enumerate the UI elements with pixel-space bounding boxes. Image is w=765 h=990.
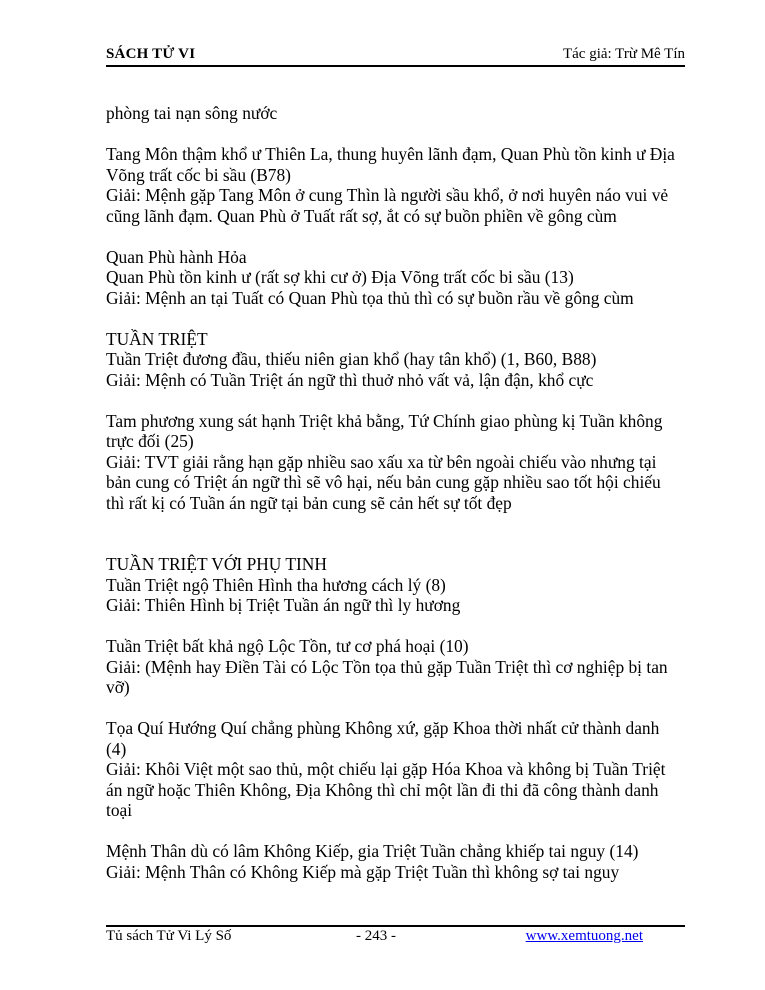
paragraph-7 bbox=[106, 636, 686, 698]
text-line: Võng trất cốc bi sầu (B78) bbox=[106, 164, 291, 185]
text-line: Quan Phù tồn kinh ư (rất sợ khi cư ở) Địa Võng trất cốc bi sầu (13) bbox=[106, 267, 574, 287]
page-body bbox=[106, 103, 686, 903]
text-line: Tam phương xung sát hạnh Triệt khả bằng, Tứ Chính giao phùng kị Tuần không bbox=[106, 410, 663, 431]
text-line: (4) bbox=[106, 738, 127, 759]
paragraph-5 bbox=[106, 411, 686, 514]
text-line: Giải: (Mệnh hay Điền Tài có Lộc Tồn tọa thủ gặp Tuần Triệt thì cơ nghiệp bị tan bbox=[106, 656, 668, 677]
text-line: phòng tai nạn sông nước bbox=[106, 103, 278, 123]
page-number: - 243 - bbox=[356, 928, 396, 944]
text-line: Giải: TVT giải rằng hạn gặp nhiều sao xấu xa từ bên ngoài chiếu vào nhưng tại bbox=[106, 451, 657, 472]
series-name: Tủ sách Tử Vi Lý Số bbox=[106, 928, 232, 944]
text-line: bản cung có Triệt án ngữ thì sẽ vô hại, nếu bản cung gặp nhiều sao tốt hội chiếu bbox=[106, 472, 661, 492]
footer-divider bbox=[106, 925, 685, 927]
text-line: Tuần Triệt ngộ Thiên Hình tha hương cách lý (8) bbox=[106, 574, 446, 595]
text-line: Giải: Mệnh có Tuần Triệt án ngữ thì thuở nhỏ vất vả, lận đận, khổ cực bbox=[106, 369, 594, 390]
text-line: Tuần Triệt đương đầu, thiếu niên gian khổ (hay tân khổ) (1, B60, B88) bbox=[106, 349, 597, 369]
text-line: Giải: Thiên Hình bị Triệt Tuần án ngữ thì ly hương bbox=[106, 595, 461, 615]
author-name: Tác giả: Trừ Mê Tín bbox=[562, 46, 685, 62]
paragraph-6 bbox=[106, 554, 686, 616]
text-line: toại bbox=[106, 800, 133, 820]
paragraph-2 bbox=[106, 144, 686, 226]
text-line: Tuần Triệt bất khả ngộ Lộc Tồn, tư cơ phá hoại (10) bbox=[106, 636, 469, 656]
header-divider bbox=[106, 65, 685, 67]
paragraph-3 bbox=[106, 247, 686, 309]
text-line: Tọa Quí Hướng Quí chẳng phùng Không xứ, gặp Khoa thời nhất cử thành danh bbox=[106, 718, 660, 738]
page-footer bbox=[106, 928, 685, 948]
book-title: SÁCH TỬ VI bbox=[106, 46, 196, 62]
section-heading: TUẦN TRIỆT bbox=[106, 328, 208, 349]
text-line: trực đối (25) bbox=[106, 431, 194, 451]
website-link[interactable]: www.xemtuong.net bbox=[525, 928, 643, 944]
text-line: vỡ) bbox=[106, 677, 130, 697]
paragraph-4 bbox=[106, 329, 686, 391]
paragraph-8 bbox=[106, 718, 686, 821]
paragraph-9 bbox=[106, 841, 686, 882]
text-line: Tang Môn thậm khổ ư Thiên La, thung huyên lãnh đạm, Quan Phù tồn kinh ư Địa bbox=[106, 144, 675, 164]
text-line: thì rất kị có Tuần án ngữ tại bản cung sẽ cản hết sự tốt đẹp bbox=[106, 492, 512, 513]
text-line: cũng lãnh đạm. Quan Phù ở Tuất rất sợ, ắt có sự buồn phiền về gông cùm bbox=[106, 205, 617, 226]
text-line: Giải: Khôi Việt một sao thủ, một chiếu lại gặp Hóa Khoa và không bị Tuần Triệt bbox=[106, 759, 666, 779]
page-header bbox=[106, 46, 685, 63]
text-line: án ngữ hoặc Thiên Không, Địa Không thì chỉ một lần đi thi đã công thành danh bbox=[106, 779, 659, 800]
text-line: Mệnh Thân dù có lâm Không Kiếp, gia Triệt Tuần chẳng khiếp tai nguy (14) bbox=[106, 841, 639, 861]
text-line: Giải: Mệnh gặp Tang Môn ở cung Thìn là người sầu khổ, ở nơi huyên náo vui vẻ bbox=[106, 185, 669, 205]
text-line: Quan Phù hành Hỏa bbox=[106, 246, 247, 267]
text-line: Giải: Mệnh an tại Tuất có Quan Phù tọa thủ thì có sự buồn rầu về gông cùm bbox=[106, 287, 634, 308]
text-line: Giải: Mệnh Thân có Không Kiếp mà gặp Triệt Tuần thì không sợ tai nguy bbox=[106, 861, 620, 882]
section-heading: TUẦN TRIỆT VỚI PHỤ TINH bbox=[106, 554, 327, 574]
paragraph-1 bbox=[106, 103, 686, 124]
